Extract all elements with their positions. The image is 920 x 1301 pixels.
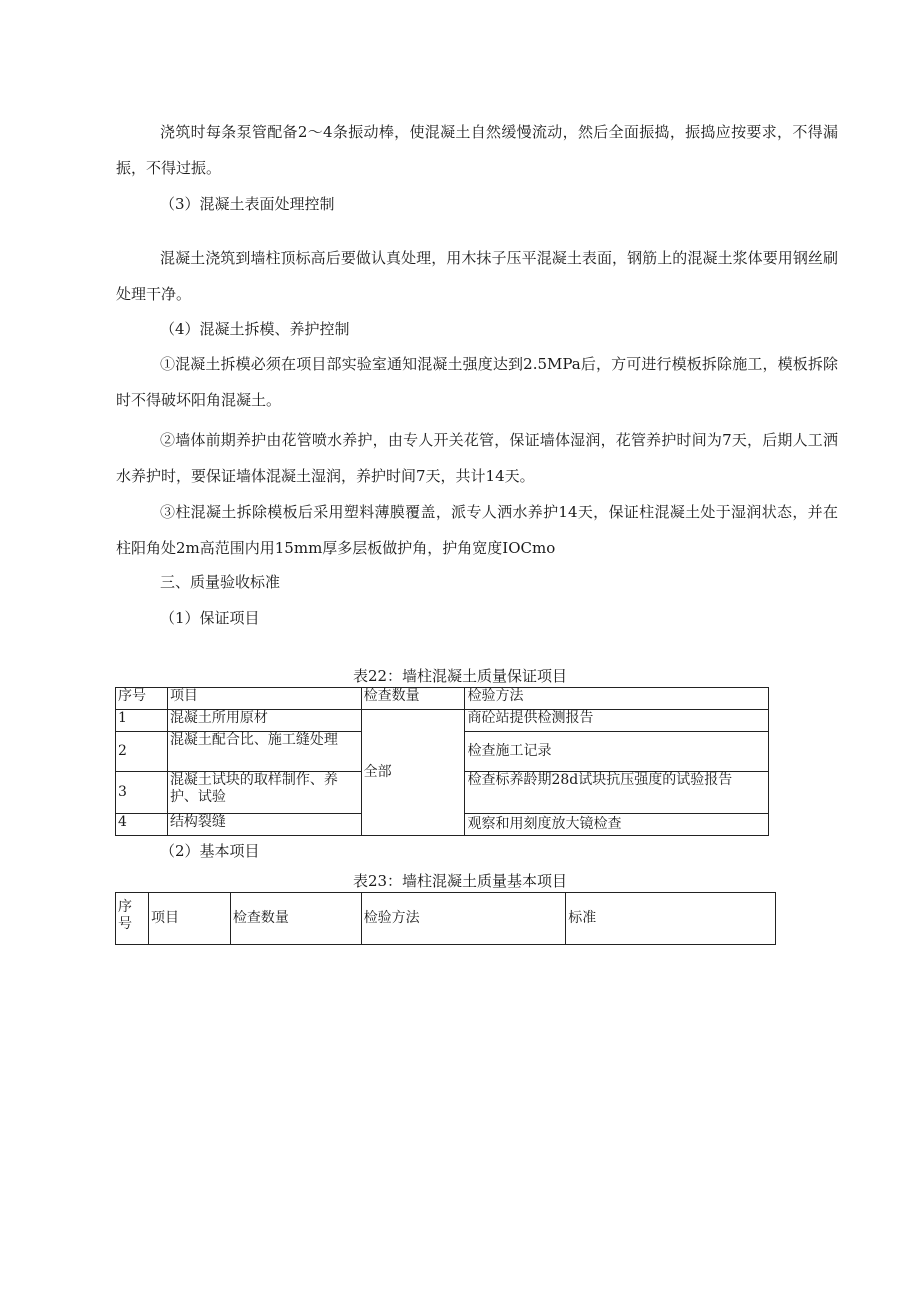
- header-cell: 检查数量: [230, 893, 361, 945]
- row-method: 检查施工记录: [465, 732, 769, 772]
- quantity-merged-cell: 全部: [361, 710, 465, 836]
- heading-formwork-curing: （4）混凝土拆模、养护控制: [160, 320, 350, 338]
- heading-surface-treatment: （3）混凝土表面处理控制: [160, 195, 335, 213]
- row-number: 1: [116, 710, 168, 732]
- row-method: 检查标养龄期28d试块抗压强度的试验报告: [465, 772, 769, 814]
- header-cell: 项目: [148, 893, 230, 945]
- header-cell: 序号: [116, 688, 168, 710]
- heading-basic-items: （2）基本项目: [160, 842, 260, 860]
- table23: [115, 892, 776, 945]
- paragraph-vibration: 浇筑时每条泵管配备2～4条振动棒，使混凝土自然缓慢流动，然后全面振捣，振捣应按要求，不得漏振，不得过振。: [116, 123, 838, 177]
- row-number: 2: [116, 732, 168, 772]
- header-cell: 序号: [116, 893, 149, 945]
- table22: [115, 687, 769, 836]
- row-item: 混凝土所用原材: [167, 710, 361, 732]
- heading-guarantee-items: （1）保证项目: [160, 609, 260, 627]
- row-item: 混凝土试块的取样制作、养护、试验: [167, 772, 361, 814]
- table23-caption: 表23：墙柱混凝土质量基本项目: [352, 872, 568, 890]
- paragraph-surface-treatment: 混凝土浇筑到墙柱顶标高后要做认真处理，用木抹子压平混凝土表面，钢筋上的混凝土浆体要用钢丝刷处理干净。: [116, 249, 838, 303]
- heading-quality-acceptance: 三、质量验收标准: [160, 573, 281, 591]
- row-method: 商砼站提供检测报告: [465, 710, 769, 732]
- header-cell: 检查数量: [361, 688, 465, 710]
- row-item: 结构裂缝: [167, 814, 361, 836]
- paragraph-column-curing: ③柱混凝土拆除模板后采用塑料薄膜覆盖，派专人洒水养护14天，保证柱混凝土处于湿润状态，并在柱阳角处2m高范围内用15mm厚多层板做护角，护角宽度IOCmo: [116, 503, 838, 557]
- header-cell: 标准: [566, 893, 776, 945]
- table-row: [116, 710, 769, 732]
- row-number: 4: [116, 814, 168, 836]
- header-cell: 项目: [167, 688, 361, 710]
- header-cell: 检验方法: [361, 893, 566, 945]
- row-number: 3: [116, 772, 168, 814]
- table22-caption: 表22：墙柱混凝土质量保证项目: [352, 667, 568, 685]
- row-method: 观察和用刻度放大镜检查: [465, 814, 769, 836]
- header-cell: 检验方法: [465, 688, 769, 710]
- paragraph-wall-curing: ②墙体前期养护由花管喷水养护，由专人开关花管，保证墙体湿润，花管养护时间为7天，后期人工洒水养护时，要保证墙体混凝土湿润，养护时间7天，共计14天。: [116, 431, 838, 485]
- table22-header-row: [116, 688, 769, 710]
- table23-header-row: [116, 893, 776, 945]
- paragraph-formwork-removal: ①混凝土拆模必须在项目部实验室通知混凝土强度达到2.5MPa后，方可进行模板拆除施工，模板拆除时不得破坏阳角混凝土。: [116, 355, 838, 409]
- row-item: 混凝土配合比、施工缝处理: [167, 732, 361, 772]
